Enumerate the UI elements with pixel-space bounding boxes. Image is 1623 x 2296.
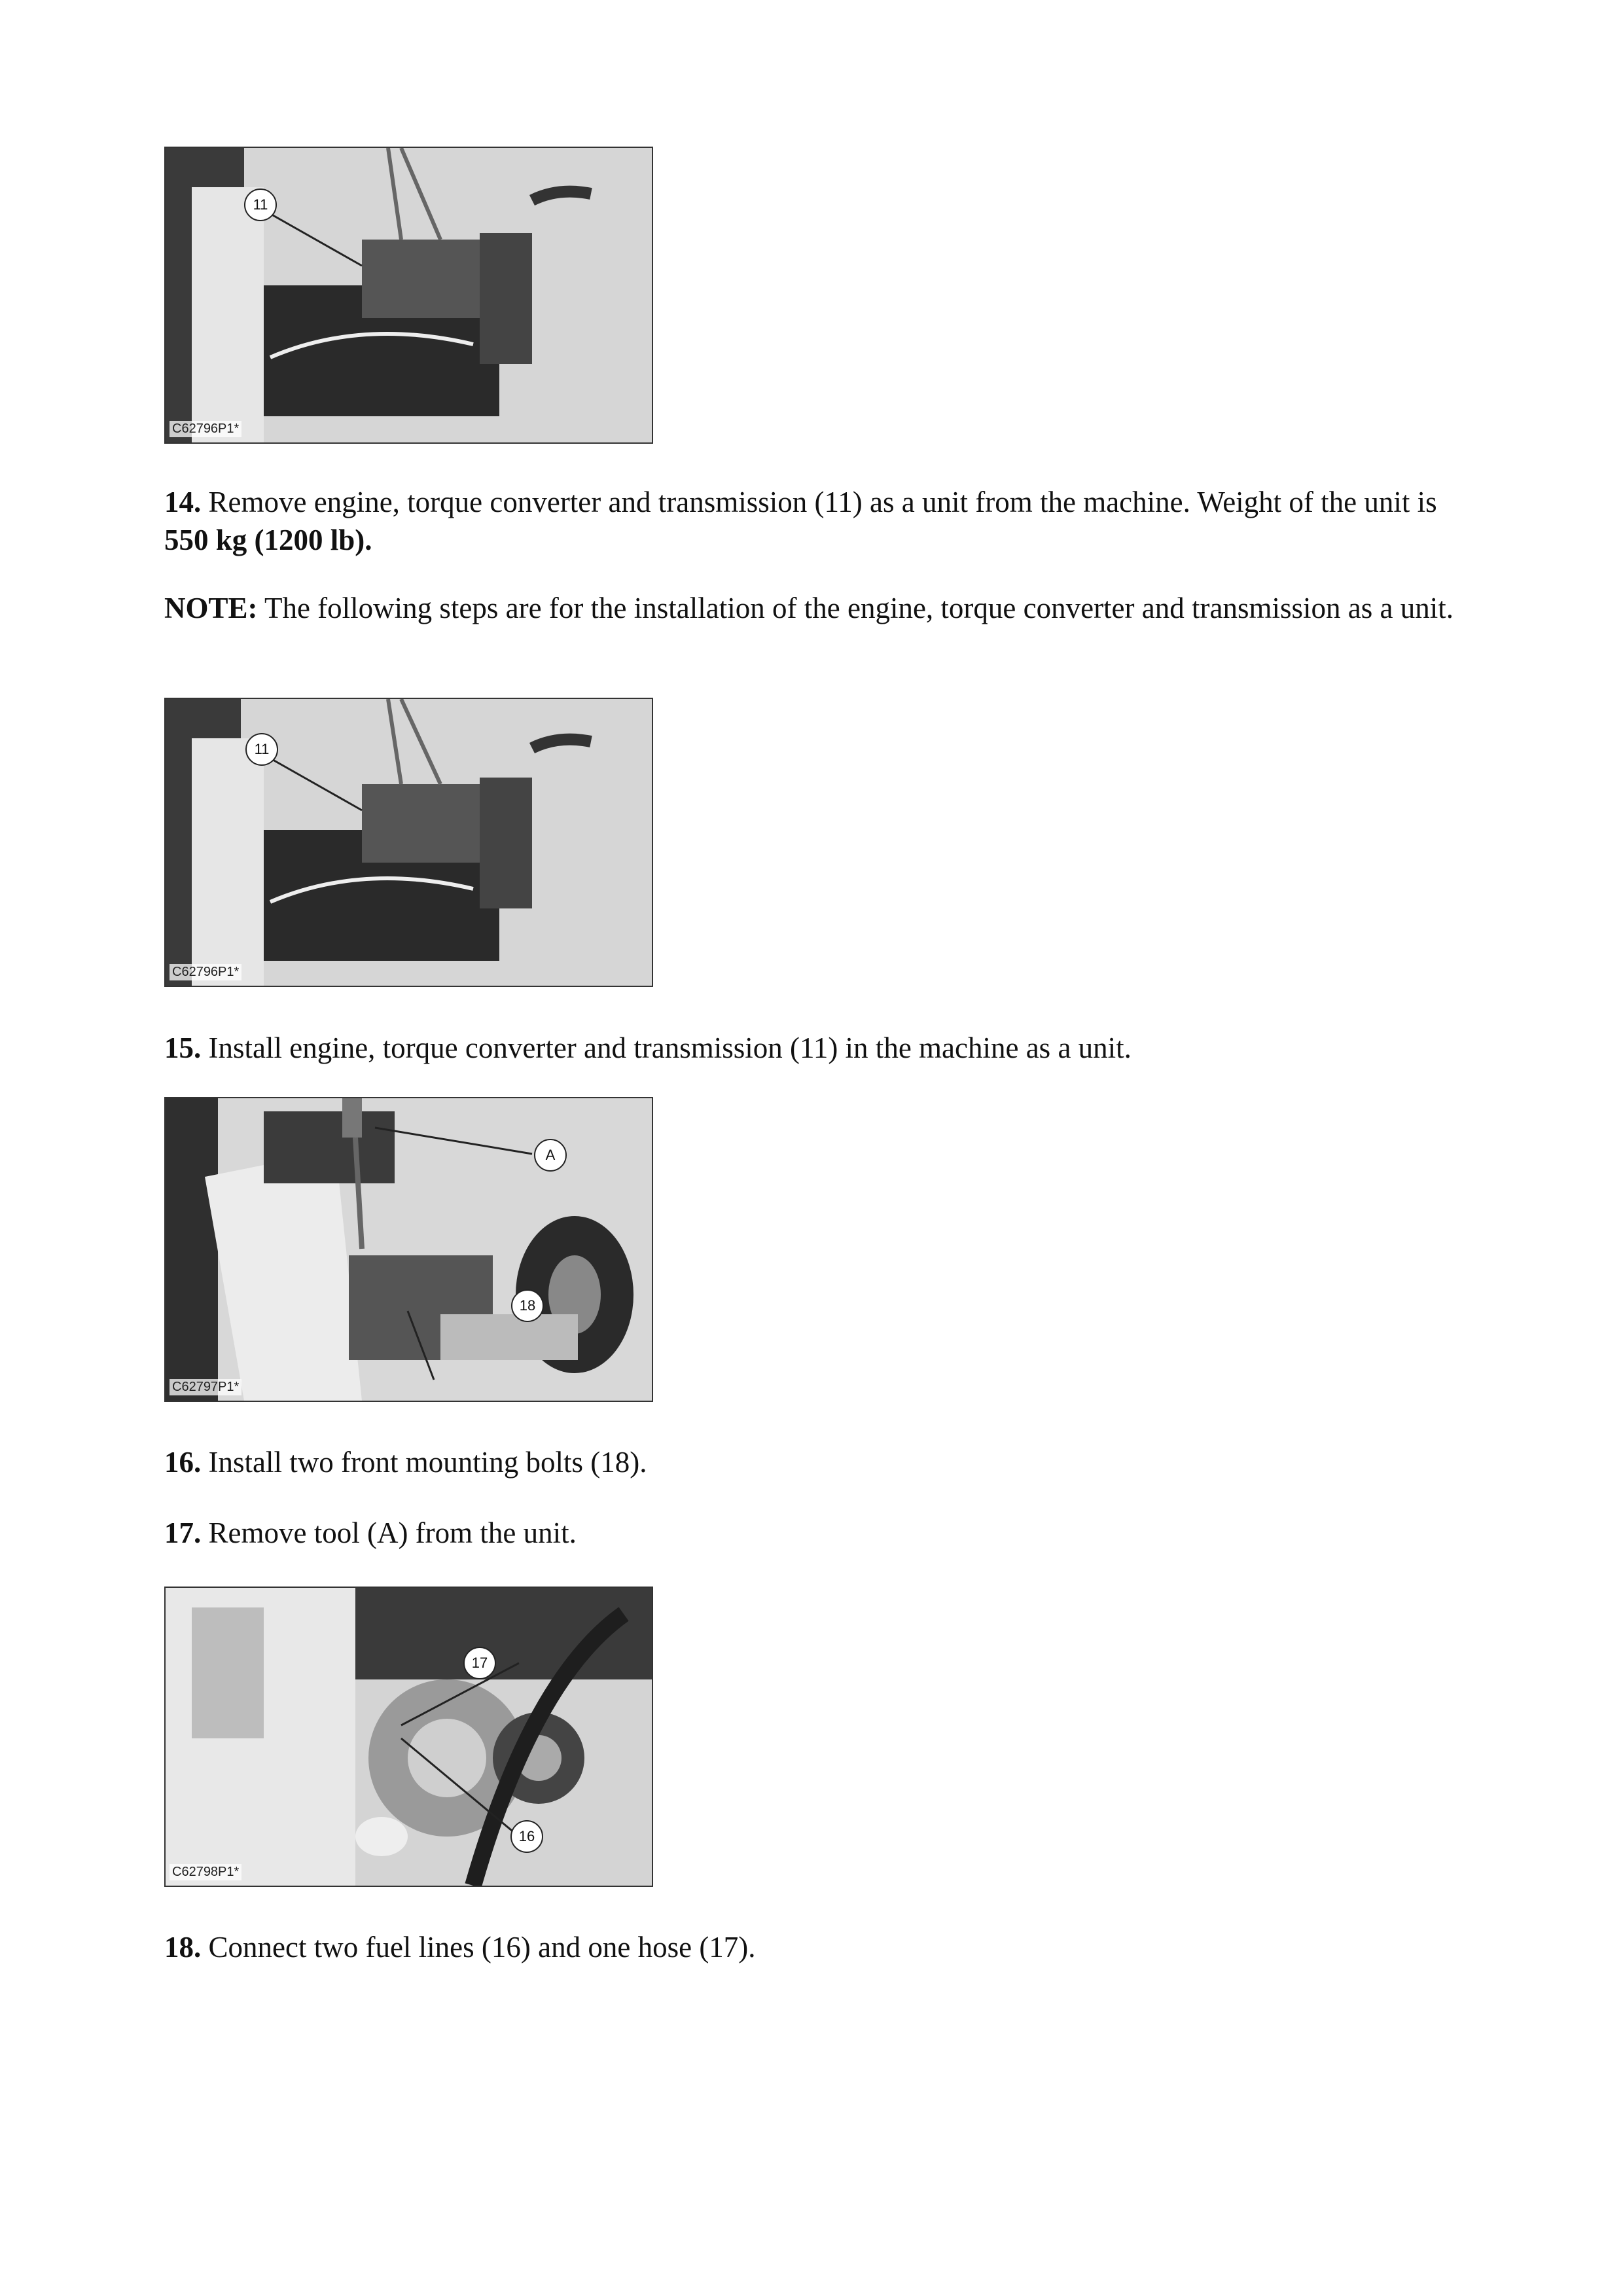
engine-photo	[166, 1588, 652, 1886]
engine-photo	[166, 699, 652, 986]
figure-engine-installation	[164, 698, 653, 987]
callout-18: 18	[511, 1289, 544, 1322]
figure-fuel-lines-hose	[164, 1587, 653, 1887]
step-17	[164, 1514, 1467, 1552]
step-text: Install two front mounting bolts (18).	[201, 1446, 647, 1479]
figure-code: C62797P1*	[169, 1379, 241, 1395]
step-18	[164, 1928, 1467, 1966]
callout-17: 17	[463, 1647, 496, 1679]
figure-code: C62798P1*	[169, 1864, 241, 1880]
callout-11: 11	[244, 188, 277, 221]
step-text: Connect two fuel lines (16) and one hose (17).	[201, 1931, 756, 1964]
figure-engine-removal	[164, 147, 653, 444]
step-14	[164, 483, 1467, 559]
callout-11: 11	[245, 733, 278, 766]
callout-a: A	[534, 1139, 567, 1172]
note	[164, 589, 1467, 627]
step-number: 18.	[164, 1931, 202, 1964]
step-text: Remove engine, torque converter and transmission (11) as a unit from the machine. Weight of the unit is	[201, 486, 1437, 518]
figure-code: C62796P1*	[169, 964, 241, 980]
figure-code: C62796P1*	[169, 421, 241, 437]
figure-front-mounting-bolts	[164, 1097, 653, 1402]
step-15	[164, 1029, 1467, 1067]
step-16	[164, 1443, 1467, 1481]
step-text: Remove tool (A) from the unit.	[201, 1516, 577, 1549]
step-number: 14.	[164, 486, 202, 518]
note-label: NOTE:	[164, 592, 258, 624]
step-number: 17.	[164, 1516, 202, 1549]
step-number: 16.	[164, 1446, 202, 1479]
step-number: 15.	[164, 1031, 202, 1064]
engine-photo	[166, 1098, 652, 1401]
engine-photo	[166, 148, 652, 442]
step-text: Install engine, torque converter and transmission (11) in the machine as a unit.	[201, 1031, 1132, 1064]
callout-16: 16	[510, 1820, 543, 1853]
note-text: The following steps are for the installation of the engine, torque converter and transmission as a unit.	[257, 592, 1454, 624]
weight-value: 550 kg (1200 lb).	[164, 524, 372, 556]
